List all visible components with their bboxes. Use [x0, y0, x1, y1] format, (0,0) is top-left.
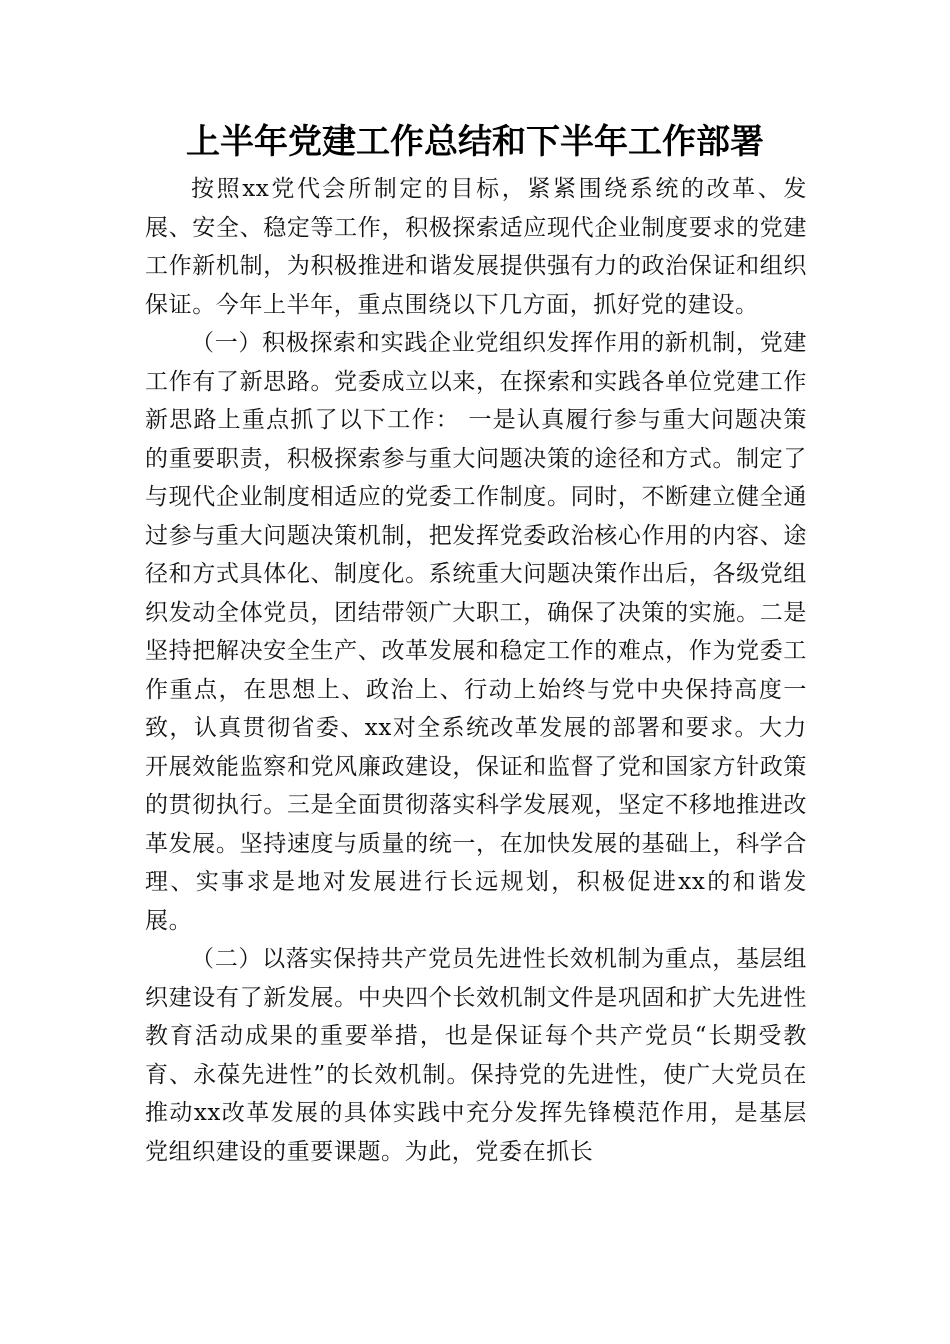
paragraph-section-2: （二）以落实保持共产党员先进性长效机制为重点，基层组织建设有了新发展。中央四个长效机制文件是巩固和扩大先进性教育活动成果的重要举措，也是保证每个共产党员“长期受教育、永葆先进性”的长效机制。保持党的先进性，使广大党员在推动xx改革发展的具体实践中充分发挥先锋模范作用，是基层党组织建设的重要课题。为此，党委在抓长 — [145, 946, 807, 1165]
document-body — [145, 170, 807, 1171]
paragraph-section-1: （一）积极探索和实践企业党组织发挥作用的新机制，党建工作有了新思路。党委成立以来，在探索和实践各单位党建工作新思路上重点抓了以下工作： 一是认真履行参与重大问题决策的重要职责，积极探索参与重大问题决策的途径和方式。制定了与现代企业制度相适应的党委工作制度。同时，不断建立健全通过参与重大问题决策机制，把发挥党委政治核心作用的内容、途径和方式具体化、制度化。系统重大问题决策作出后，各级党组织发动全体党员，团结带领广大职工，确保了决策的实施。二是坚持把解决安全生产、改革发展和稳定工作的难点，作为党委工作重点，在思想上、政治上、行动上始终与党中央保持高度一致，认真贯彻省委、xx对全系统改革发展的部署和要求。大力开展效能监察和党风廉政建设，保证和监督了党和国家方针政策的贯彻执行。三是全面贯彻落实科学发展观，坚定不移地推进改革发展。坚持速度与质量的统一，在加快发展的基础上，科学合理、实事求是地对发展进行长远规划，积极促进xx的和谐发展。 — [145, 330, 807, 934]
paragraph-intro: 按照xx党代会所制定的目标，紧紧围绕系统的改革、发展、安全、稳定等工作，积极探索适应现代企业制度要求的党建工作新机制，为积极推进和谐发展提供强有力的政治保证和组织保证。今年上半年，重点围绕以下几方面，抓好党的建设。 — [145, 176, 807, 318]
document-title: 上半年党建工作总结和下半年工作部署 — [186, 122, 764, 162]
